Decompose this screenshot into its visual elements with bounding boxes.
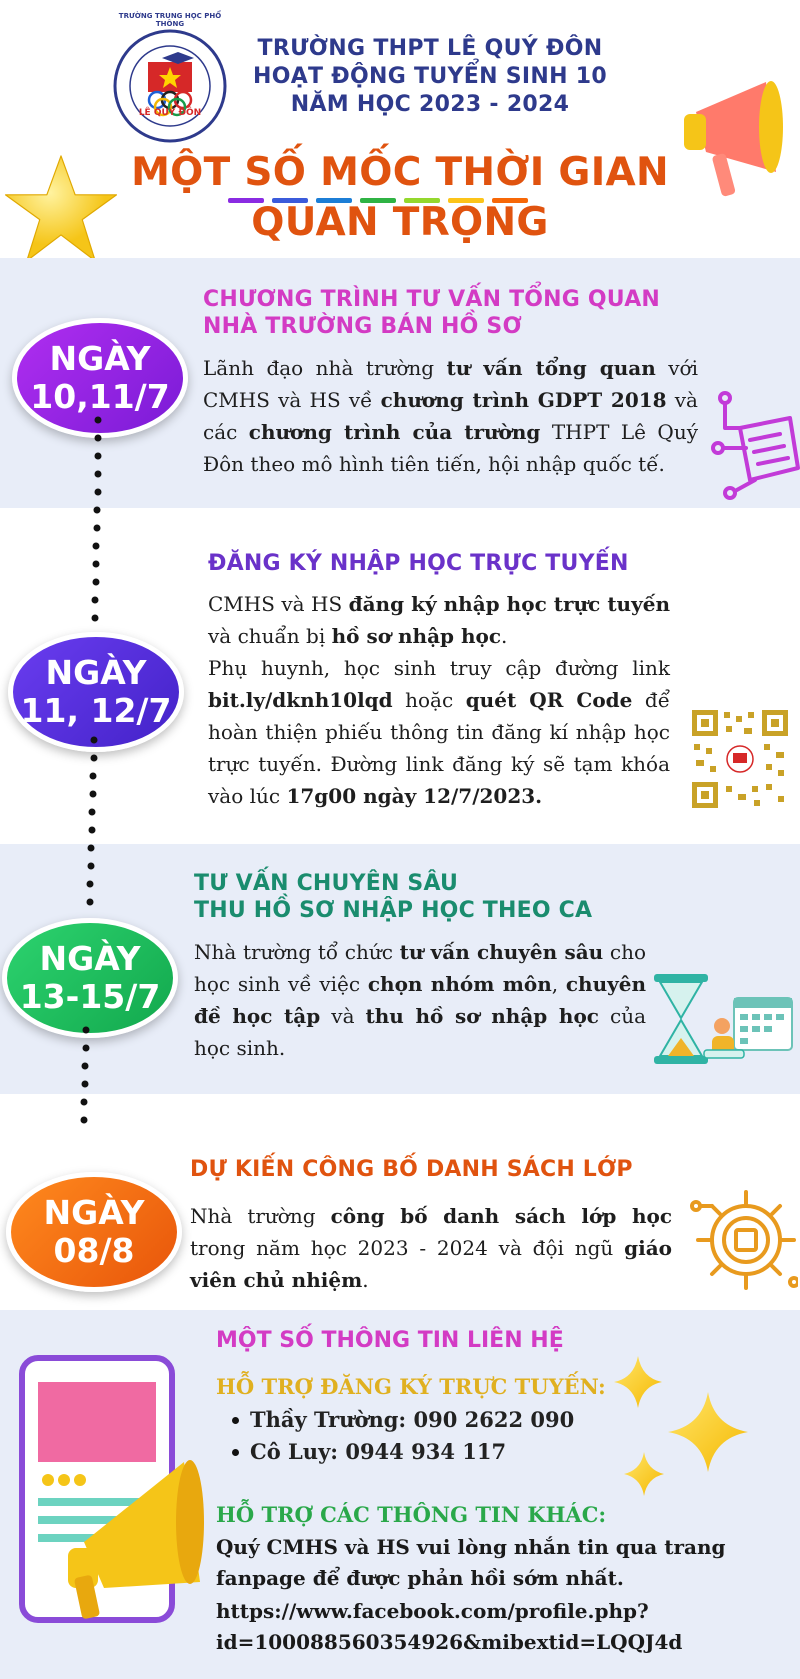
date-badge-2-label: NGÀY xyxy=(45,653,147,692)
school-name: TRƯỜNG THPT LÊ QUÝ ĐÔN xyxy=(257,36,603,61)
milestone-3-title: TƯ VẤN CHUYÊN SÂU THU HỒ SƠ NHẬP HỌC THEO CA xyxy=(194,871,593,923)
megaphone-icon xyxy=(676,72,794,212)
date-badge-1-value: 10,11/7 xyxy=(30,377,170,416)
logo-ring-top-text: TRƯỜNG TRUNG HỌC PHỔ THÔNG xyxy=(118,12,222,28)
hourglass-calendar-icon xyxy=(650,972,796,1068)
phone-megaphone-icon xyxy=(14,1352,224,1626)
date-badge-3-label: NGÀY xyxy=(39,939,141,978)
milestone-1-description: Lãnh đạo nhà trường tư vấn tổng quan với CMHS và HS về chương trình GDPT 2018 và các chương trình của trường THPT Lê Quý Đôn theo mô hình tiên tiến, hội nhập quốc tế. xyxy=(203,356,699,476)
contact-note: Quý CMHS và HS vui lòng nhắn tin qua trang fanpage để được phản hồi sớm nhất. xyxy=(216,1535,726,1590)
school-year: NĂM HỌC 2023 - 2024 xyxy=(290,92,570,117)
date-badge-3-value: 13-15/7 xyxy=(19,977,161,1016)
milestone-3-description: Nhà trường tổ chức tư vấn chuyên sâu cho học sinh về việc chọn nhóm môn, chuyên đề học tập và thu hồ sơ nhập học của học sinh. xyxy=(194,940,647,1060)
contact-title: MỘT SỐ THÔNG TIN LIÊN HỆ xyxy=(216,1328,564,1353)
milestone-4-title: DỰ KIẾN CÔNG BỐ DANH SÁCH LỚP xyxy=(190,1157,633,1182)
milestone-1-title: CHƯƠNG TRÌNH TƯ VẤN TỔNG QUAN NHÀ TRƯỜNG BÁN HỒ SƠ xyxy=(203,287,661,339)
online-support-heading: HỖ TRỢ ĐĂNG KÝ TRỰC TUYẾN: xyxy=(216,1374,606,1399)
star-decoration-icon xyxy=(2,150,120,268)
event-name: HOẠT ĐỘNG TUYỂN SINH 10 xyxy=(252,64,607,89)
logo-ring-bottom-text: LÊ QUÝ ĐÔN xyxy=(138,108,202,118)
contact-item[interactable]: Thầy Trường: 090 2622 090 xyxy=(228,1404,574,1436)
school-logo-icon xyxy=(112,28,228,144)
date-badge-4-label: NGÀY xyxy=(43,1193,145,1232)
fanpage-link[interactable]: https://www.facebook.com/profile.php? id=100088560354926&mibextid=LQQJ4d xyxy=(216,1599,683,1654)
date-badge-4-value: 08/8 xyxy=(53,1231,135,1270)
date-badge-2-value: 11, 12/7 xyxy=(20,691,172,730)
milestone-2-title: ĐĂNG KÝ NHẬP HỌC TRỰC TUYẾN xyxy=(208,551,629,576)
timeline-connector xyxy=(80,400,120,1140)
milestone-2-description: CMHS và HS đăng ký nhập học trực tuyến và chuẩn bị hồ sơ nhập học. Phụ huynh, học sinh truy cập đường link bit.ly/dknh10lqd hoặc quét QR Code để hoàn thiện phiếu thông tin đăng kí nhập học trực tuyến. Đường link đăng ký sẽ tạm khóa vào lúc 17g00 ngày 12/7/2023. xyxy=(208,592,670,808)
online-contacts-list xyxy=(228,1404,574,1468)
page-title-line2: QUAN TRỌNG xyxy=(251,200,549,245)
contact-item[interactable]: Cô Luy: 0944 934 117 xyxy=(228,1436,574,1468)
date-badge-4 xyxy=(6,1172,182,1292)
sparkles-icon xyxy=(614,1356,754,1500)
chip-gear-icon xyxy=(690,1182,798,1298)
ai-hand-icon xyxy=(710,388,800,506)
registration-link[interactable]: bit.ly/dknh10lqd xyxy=(208,688,393,712)
milestone-4-description: Nhà trường công bố danh sách lớp học trong năm học 2023 - 2024 và đội ngũ giáo viên chủ nhiệm. xyxy=(190,1204,673,1292)
date-badge-1-label: NGÀY xyxy=(49,339,151,378)
page-title-line1: MỘT SỐ MỐC THỜI GIAN xyxy=(131,150,669,195)
qr-code-icon[interactable] xyxy=(690,708,790,810)
other-support-heading: HỖ TRỢ CÁC THÔNG TIN KHÁC: xyxy=(216,1502,607,1527)
